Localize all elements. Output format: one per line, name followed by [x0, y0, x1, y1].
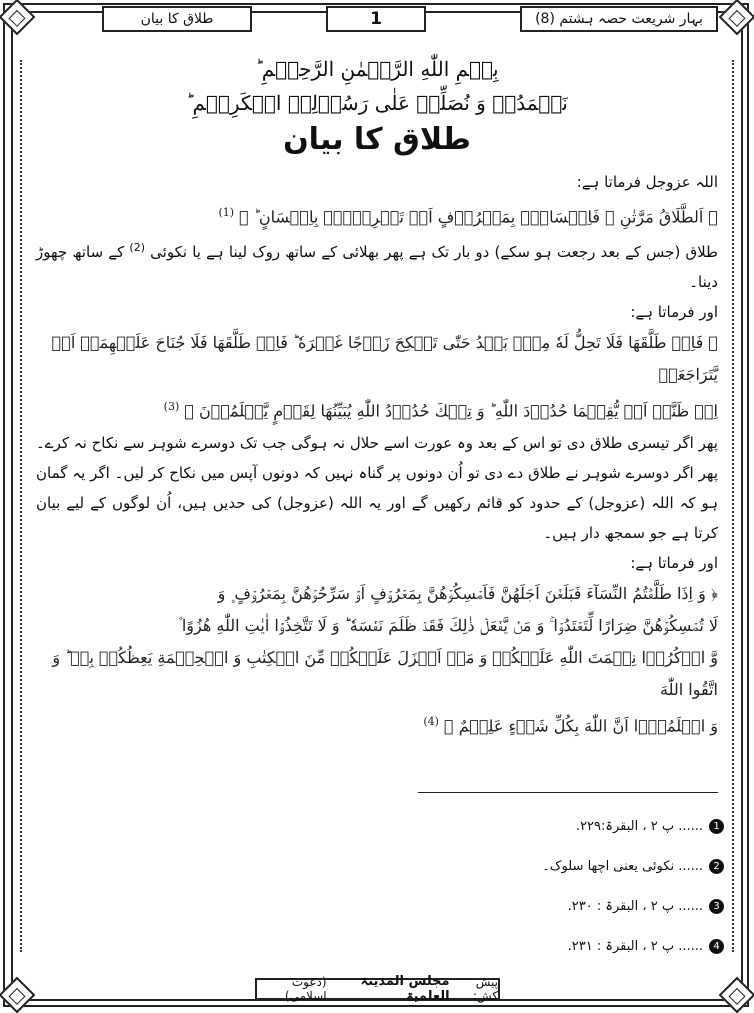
footnote [36, 806, 724, 846]
footnote-ref: (1) [218, 206, 235, 219]
quran-verse: وَّ اذۡکُرُوۡا نِعۡمَتَ اللّٰهِ عَلَیۡکُمۡ وَ مَاۤ اَنۡزَلَ عَلَیۡکُمۡ مِّنَ الۡکِتٰبِ وَ الۡحِکۡمَةِ یَعِظُکُمۡ بِهٖ ؕ وَ اتَّقُوا اللّٰهَ [52, 647, 718, 699]
footnote-ref: (4) [423, 714, 439, 728]
header-book-title: بہار شریعت حصہ ہشتم (8) [520, 6, 718, 32]
footnote-text: ...... نکوئی یعنی اچھا سلوک۔ [542, 858, 703, 874]
footnote-text: ...... پ ۲ ، البقرۃ : ۲۳۱. [567, 938, 703, 954]
footnote-ref: (2) [129, 241, 145, 255]
main-content [36, 52, 718, 742]
footer-organization: مجلس المدینۃ العلمیۃ [360, 974, 450, 1004]
footnotes [36, 806, 724, 966]
intro-text: اور فرماتا ہے: [630, 553, 718, 572]
footnote [36, 926, 724, 966]
footer-subtitle: (دعوت اسلامی) [284, 975, 327, 1003]
footnote [36, 886, 724, 926]
intro-text: اللہ عزوجل فرماتا ہے: [576, 173, 718, 191]
quran-verse: لَا تُمۡسِكُوۡهُنَّ ضِرَارًا لِّتَعۡتَدُوۡا ۚ وَ مَنۡ یَّفۡعَلۡ ذٰلِكَ فَقَدۡ ظَلَمَ نَفۡسَهٗ ؕ وَ لَا تَتَّخِذُوۡۤا اٰیٰتِ اللّٰهِ هُزُوًا ۫ [177, 615, 718, 635]
header-chapter-title: طلاق کا بیان [102, 6, 252, 32]
translation-text: طلاق (جس کے بعد رجعت ہو سکے) دو بار تک ہے پھر بھلائی کے ساتھ روک لینا ہے یا نکوئی $^{(2)}$ کے ساتھ چھوڑ دینا۔ [36, 241, 718, 292]
page-number: 1 [326, 6, 426, 32]
salutation: نَحۡمَدُہٗ وَ نُصَلِّیۡ عَلٰی رَسُوۡلِہِ الۡکَرِیۡمِ ؕ [186, 91, 568, 115]
footnote-number-icon: 2 [709, 859, 724, 874]
footnote [36, 846, 724, 886]
bismillah: بِسۡمِ اللّٰهِ الرَّحۡمٰنِ الرَّحِیۡمِ ؕ [255, 57, 499, 81]
footer-publisher [255, 974, 500, 1004]
translation-text: پھر اگر تیسری طلاق دی تو اس کے بعد وہ عورت اسے حلال نہ ہوگی جب تک دوسرے شوہر سے نکاح نہ کرے۔ پھر اگر دوسرے شوہر نے طلاق دے دی تو اُن دونوں پر گناہ نہیں کہ دونوں آپس میں نکاح کر لیں۔ اگر یہ گمان ہو کہ اللہ (عزوجل) کے حدود کو قائم رکھیں گے اور یہ اللہ (عزوجل) کی حدیں ہیں، اُن لوگوں کے لیے بیان کرتا ہے جو سمجھ دار ہیں۔ [36, 433, 718, 542]
decorative-border-left [20, 60, 22, 952]
footnote-text: ...... پ ۲ ، البقرۃ:۲۲۹. [575, 818, 703, 834]
footnote-number-icon: 1 [709, 819, 724, 834]
decorative-border-right [732, 60, 734, 952]
footnote-ref: (3) [163, 400, 180, 414]
quran-verse: ﴿ فَاِنۡ طَلَّقَهَا فَلَا تَحِلُّ لَهٗ مِنۡۢ بَعۡدُ حَتّٰی تَنۡکِحَ زَوۡجًا غَیۡرَهٗ ؕ فَاِنۡ طَلَّقَهَا فَلَا جُنَاحَ عَلَیۡهِمَاۤ اَنۡ یَّتَرَاجَعَاۤ [51, 333, 718, 385]
footnote-number-icon: 3 [709, 899, 724, 914]
quran-verse: اِنۡ ظَنَّاۤ اَنۡ یُّقِیۡمَا حُدُوۡدَ اللّٰهِ ؕ وَ تِلۡكَ حُدُوۡدُ اللّٰهِ یُبَیِّنُهَا لِقَوۡمٍ یَّعۡلَمُوۡنَ ﴾ $^{(3)}$ [163, 400, 718, 421]
quran-verse: وَ اعۡلَمُوۡۤا اَنَّ اللّٰهَ بِکُلِّ شَیۡءٍ عَلِیۡمٌ ﴾ $^{(4)}$ [423, 714, 718, 735]
footnote-text: ...... پ ۲ ، البقرۃ : ۲۳۰. [567, 898, 703, 914]
footer-label: پیش کش: [472, 975, 498, 1003]
page-title: طلاق کا بیان [283, 122, 471, 157]
footnote-divider [418, 792, 718, 793]
intro-text: اور فرماتا ہے: [630, 303, 718, 322]
footnote-number-icon: 4 [709, 939, 724, 954]
quran-verse: ﴿ اَلطَّلَاقُ مَرَّتٰنِ ۪ فَاِمۡسَاكٌۢ بِمَعۡرُوۡفٍ اَوۡ تَسۡرِیۡحٌۢ بِاِحۡسَانٍ ؕ ﴾ $^{(1)}$ [218, 206, 718, 227]
quran-verse: ﴿ وَ اِذَا طَلَّقۡتُمُ النِّسَآءَ فَبَلَغۡنَ اَجَلَهُنَّ فَاَمۡسِكُوۡهُنَّ بِمَعۡرُوۡفٍ اَوۡ سَرِّحُوۡهُنَّ بِمَعۡرُوۡفٍ ۪ وَ [217, 583, 718, 603]
